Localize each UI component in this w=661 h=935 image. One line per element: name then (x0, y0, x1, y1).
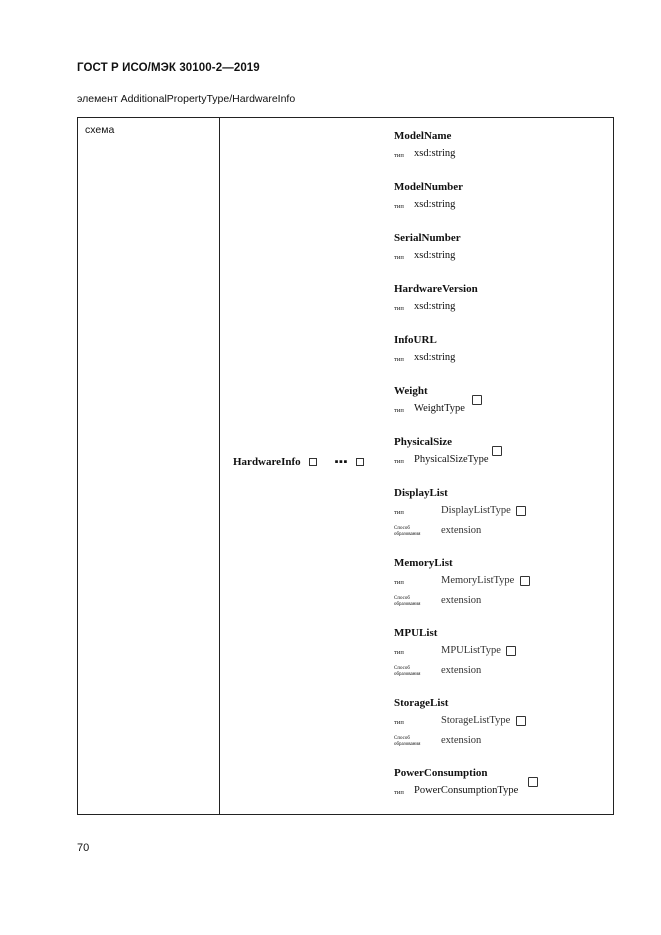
type-label: тип (394, 789, 404, 796)
type-row (394, 643, 604, 661)
schema-label: схема (85, 124, 115, 136)
complex-type-icon[interactable] (492, 446, 502, 456)
page-number: 70 (77, 842, 90, 854)
type-row (394, 350, 604, 370)
type-value: xsd:string (414, 199, 456, 210)
element-name: StorageList (394, 697, 449, 709)
child-element-memorylist (394, 557, 604, 611)
child-element-hardwareversion (394, 283, 604, 319)
element-name: SerialNumber (394, 232, 461, 244)
derivation-label: Способ образования (394, 526, 421, 537)
root-element-name: HardwareInfo (233, 456, 301, 468)
derivation-label: Способ образования (394, 666, 421, 677)
child-element-modelname (394, 130, 604, 166)
child-element-powerconsumption (394, 767, 604, 803)
complex-type-icon[interactable] (506, 646, 516, 656)
type-row (394, 573, 604, 591)
element-name: MemoryList (394, 557, 453, 569)
complex-type-icon[interactable] (516, 716, 526, 726)
derivation-row (394, 523, 604, 541)
child-element-displaylist (394, 487, 604, 541)
derivation-row (394, 733, 604, 751)
complex-type-icon[interactable] (472, 395, 482, 405)
expand-box-icon[interactable] (309, 458, 317, 466)
type-row (394, 783, 604, 803)
element-name: PowerConsumption (394, 767, 488, 779)
type-value: xsd:string (414, 352, 456, 363)
child-element-infourl (394, 334, 604, 370)
derivation-label: Способ образования (394, 736, 421, 747)
derivation-value: extension (441, 665, 482, 676)
child-element-physicalsize (394, 436, 604, 472)
complex-type-icon[interactable] (516, 506, 526, 516)
complex-type-icon[interactable] (520, 576, 530, 586)
child-element-serialnumber (394, 232, 604, 268)
type-label: тип (394, 458, 404, 465)
root-element (233, 456, 364, 468)
sequence-icon: ▪▪▪ (334, 456, 348, 468)
derivation-row (394, 593, 604, 611)
derivation-row (394, 663, 604, 681)
element-name: DisplayList (394, 487, 448, 499)
type-value: MemoryListType (441, 575, 515, 586)
type-label: тип (394, 254, 404, 261)
type-label: тип (394, 407, 404, 414)
element-name: InfoURL (394, 334, 437, 346)
type-row (394, 503, 604, 521)
type-label: тип (394, 509, 404, 516)
type-row (394, 401, 604, 421)
type-label: тип (394, 203, 404, 210)
type-value: WeightType (414, 403, 465, 414)
type-label: тип (394, 649, 404, 656)
type-value: StorageListType (441, 715, 511, 726)
type-value: xsd:string (414, 301, 456, 312)
element-name: HardwareVersion (394, 283, 478, 295)
child-element-weight (394, 385, 604, 421)
page-title: ГОСТ Р ИСО/МЭК 30100-2—2019 (77, 62, 260, 74)
derivation-value: extension (441, 595, 482, 606)
derivation-value: extension (441, 525, 482, 536)
child-element-mpulist (394, 627, 604, 681)
expand-box-icon[interactable] (356, 458, 364, 466)
type-value: PhysicalSizeType (414, 454, 489, 465)
type-row (394, 146, 604, 166)
type-row (394, 197, 604, 217)
element-name: MPUList (394, 627, 438, 639)
type-label: тип (394, 305, 404, 312)
type-value: xsd:string (414, 250, 456, 261)
type-label: тип (394, 579, 404, 586)
type-row (394, 299, 604, 319)
type-value: MPUListType (441, 645, 501, 656)
type-value: xsd:string (414, 148, 456, 159)
element-name: PhysicalSize (394, 436, 453, 448)
type-value: DisplayListType (441, 505, 511, 516)
element-name: ModelName (394, 130, 452, 142)
derivation-label: Способ образования (394, 596, 421, 607)
child-element-modelnumber (394, 181, 604, 217)
type-label: тип (394, 719, 404, 726)
type-row (394, 248, 604, 268)
column-divider (219, 118, 220, 814)
element-name: Weight (394, 385, 428, 397)
type-label: тип (394, 152, 404, 159)
schema-table (77, 117, 614, 815)
type-label: тип (394, 356, 404, 363)
type-row (394, 452, 604, 472)
complex-type-icon[interactable] (528, 777, 538, 787)
derivation-value: extension (441, 735, 482, 746)
type-value: PowerConsumptionType (414, 785, 519, 796)
child-element-storagelist (394, 697, 604, 751)
element-name: ModelNumber (394, 181, 464, 193)
element-caption: элемент AdditionalPropertyType/HardwareInfo (77, 93, 296, 105)
type-row (394, 713, 604, 731)
